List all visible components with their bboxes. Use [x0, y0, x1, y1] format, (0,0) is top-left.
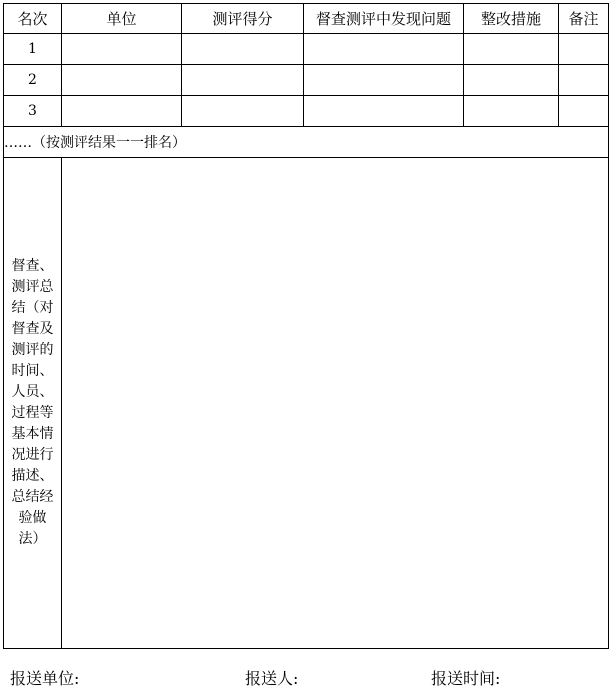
- header-unit: 单位: [62, 4, 182, 34]
- rank-cell: 3: [4, 96, 62, 127]
- unit-cell[interactable]: [62, 96, 182, 127]
- issues-cell[interactable]: [304, 65, 464, 96]
- measures-cell[interactable]: [464, 34, 559, 65]
- issues-cell[interactable]: [304, 96, 464, 127]
- header-score: 测评得分: [182, 4, 304, 34]
- table-row: [4, 96, 609, 127]
- measures-cell[interactable]: [464, 96, 559, 127]
- header-row: [4, 4, 609, 34]
- table-row: [4, 65, 609, 96]
- summary-content-area[interactable]: [62, 158, 609, 649]
- header-measures: 整改措施: [464, 4, 559, 34]
- remarks-cell[interactable]: [559, 34, 609, 65]
- footer: [0, 664, 610, 688]
- score-cell[interactable]: [182, 34, 304, 65]
- unit-cell[interactable]: [62, 65, 182, 96]
- table-row: [4, 34, 609, 65]
- unit-cell[interactable]: [62, 34, 182, 65]
- summary-row: [4, 158, 609, 649]
- remarks-cell[interactable]: [559, 65, 609, 96]
- rank-cell: 2: [4, 65, 62, 96]
- header-remarks: 备注: [559, 4, 609, 34]
- ranking-note-row: [4, 127, 609, 158]
- measures-cell[interactable]: [464, 65, 559, 96]
- summary-label: 督查、测评总结（对督查及测评的时间、人员、过程等基本情况进行描述、总结经验做法）: [11, 258, 54, 547]
- report-table: [3, 3, 609, 649]
- summary-label-cell: [4, 158, 62, 649]
- header-rank: 名次: [4, 4, 62, 34]
- score-cell[interactable]: [182, 65, 304, 96]
- remarks-cell[interactable]: [559, 96, 609, 127]
- report-time-label: 报送时间:: [431, 669, 501, 688]
- reporter-label: 报送人:: [245, 669, 299, 688]
- rank-cell: 1: [4, 34, 62, 65]
- issues-cell[interactable]: [304, 34, 464, 65]
- report-unit-label: 报送单位:: [10, 669, 80, 688]
- ranking-note: ……（按测评结果一一排名）: [4, 127, 609, 158]
- score-cell[interactable]: [182, 96, 304, 127]
- header-issues: 督查测评中发现问题: [304, 4, 464, 34]
